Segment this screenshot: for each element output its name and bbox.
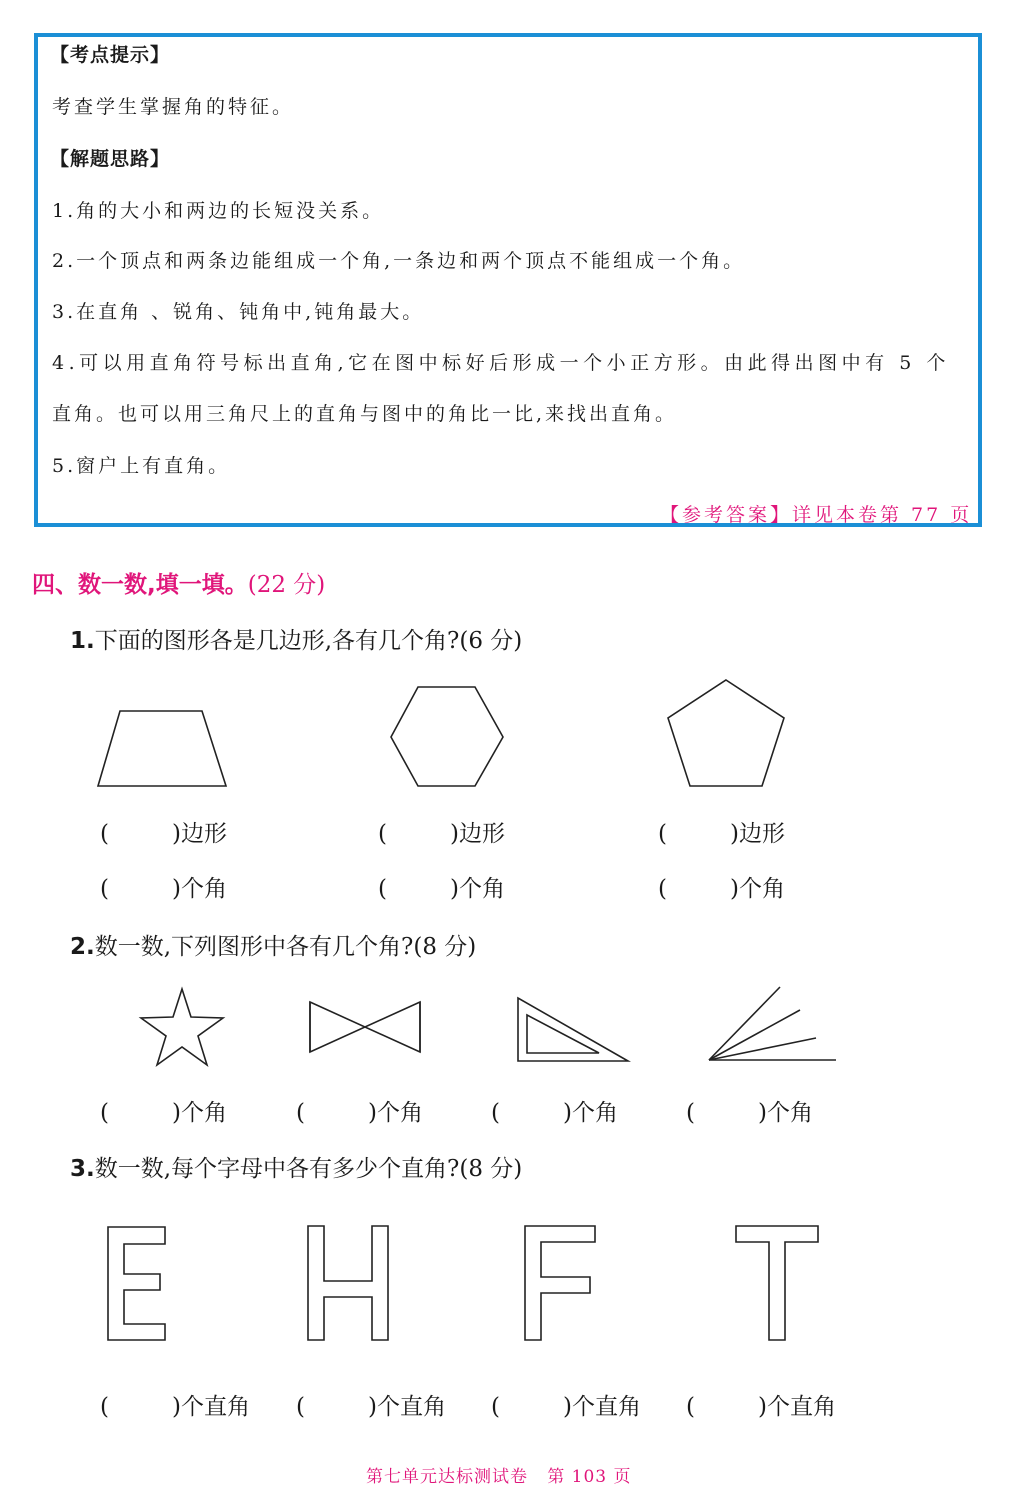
footer-unit: 第七单元达标测试卷 <box>366 1467 528 1487</box>
question-1-text: 下面的图形各是几边形,各有几个角?(6 分) <box>94 628 523 654</box>
q1-blank-sides-2[interactable]: ( )边形 <box>378 821 505 847</box>
question-2-text: 数一数,下列图形中各有几个角?(8 分) <box>94 934 477 960</box>
silu-line-2: 2.一个顶点和两条边能组成一个角,一条边和两个顶点不能组成一个角。 <box>52 250 746 272</box>
q1-blank-angles-3[interactable]: ( )个角 <box>658 876 785 902</box>
silu-line-6: 5.窗户上有直角。 <box>52 455 231 477</box>
silu-line-4: 4.可以用直角符号标出直角,它在图中标好后形成一个小正方形。由此得出图中有 5 个 <box>52 352 950 374</box>
silu-line-5: 直角。也可以用三角尺上的直角与图中的角比一比,来找出直角。 <box>52 403 678 425</box>
q2-blank-3[interactable]: ( )个角 <box>491 1100 618 1126</box>
q2-blank-4[interactable]: ( )个角 <box>686 1100 813 1126</box>
answer-ref-text: 详见本卷第 77 页 <box>792 504 973 526</box>
silu-heading: 【解题思路】 <box>50 148 171 170</box>
question-1-number: 1. <box>70 628 95 654</box>
kaodian-heading: 【考点提示】 <box>50 44 171 66</box>
section-score: (22 分) <box>247 572 326 598</box>
silu-line-3: 3.在直角 、锐角、钝角中,钝角最大。 <box>52 301 425 323</box>
q3-blank-1[interactable]: ( )个直角 <box>100 1394 250 1420</box>
silu-line-1: 1.角的大小和两边的长短没关系。 <box>52 200 385 222</box>
page-footer <box>366 1462 631 1487</box>
q1-blank-sides-3[interactable]: ( )边形 <box>658 821 785 847</box>
q1-blank-sides-1[interactable]: ( )边形 <box>100 821 227 847</box>
answer-ref-label: 【参考答案】 <box>660 504 793 526</box>
kaodian-text: 考查学生掌握角的特征。 <box>52 96 295 118</box>
section-title-text: 四、数一数,填一填。 <box>32 572 248 598</box>
q2-blank-2[interactable]: ( )个角 <box>296 1100 423 1126</box>
q3-blank-3[interactable]: ( )个直角 <box>491 1394 641 1420</box>
question-2-number: 2. <box>70 934 95 960</box>
q3-blank-4[interactable]: ( )个直角 <box>686 1394 836 1420</box>
footer-page: 第 103 页 <box>547 1467 632 1487</box>
q1-blank-angles-1[interactable]: ( )个角 <box>100 876 227 902</box>
question-3-number: 3. <box>70 1156 95 1182</box>
q1-blank-angles-2[interactable]: ( )个角 <box>378 876 505 902</box>
question-3-text: 数一数,每个字母中各有多少个直角?(8 分) <box>94 1156 523 1182</box>
q2-blank-1[interactable]: ( )个角 <box>100 1100 227 1126</box>
q3-blank-2[interactable]: ( )个直角 <box>296 1394 446 1420</box>
